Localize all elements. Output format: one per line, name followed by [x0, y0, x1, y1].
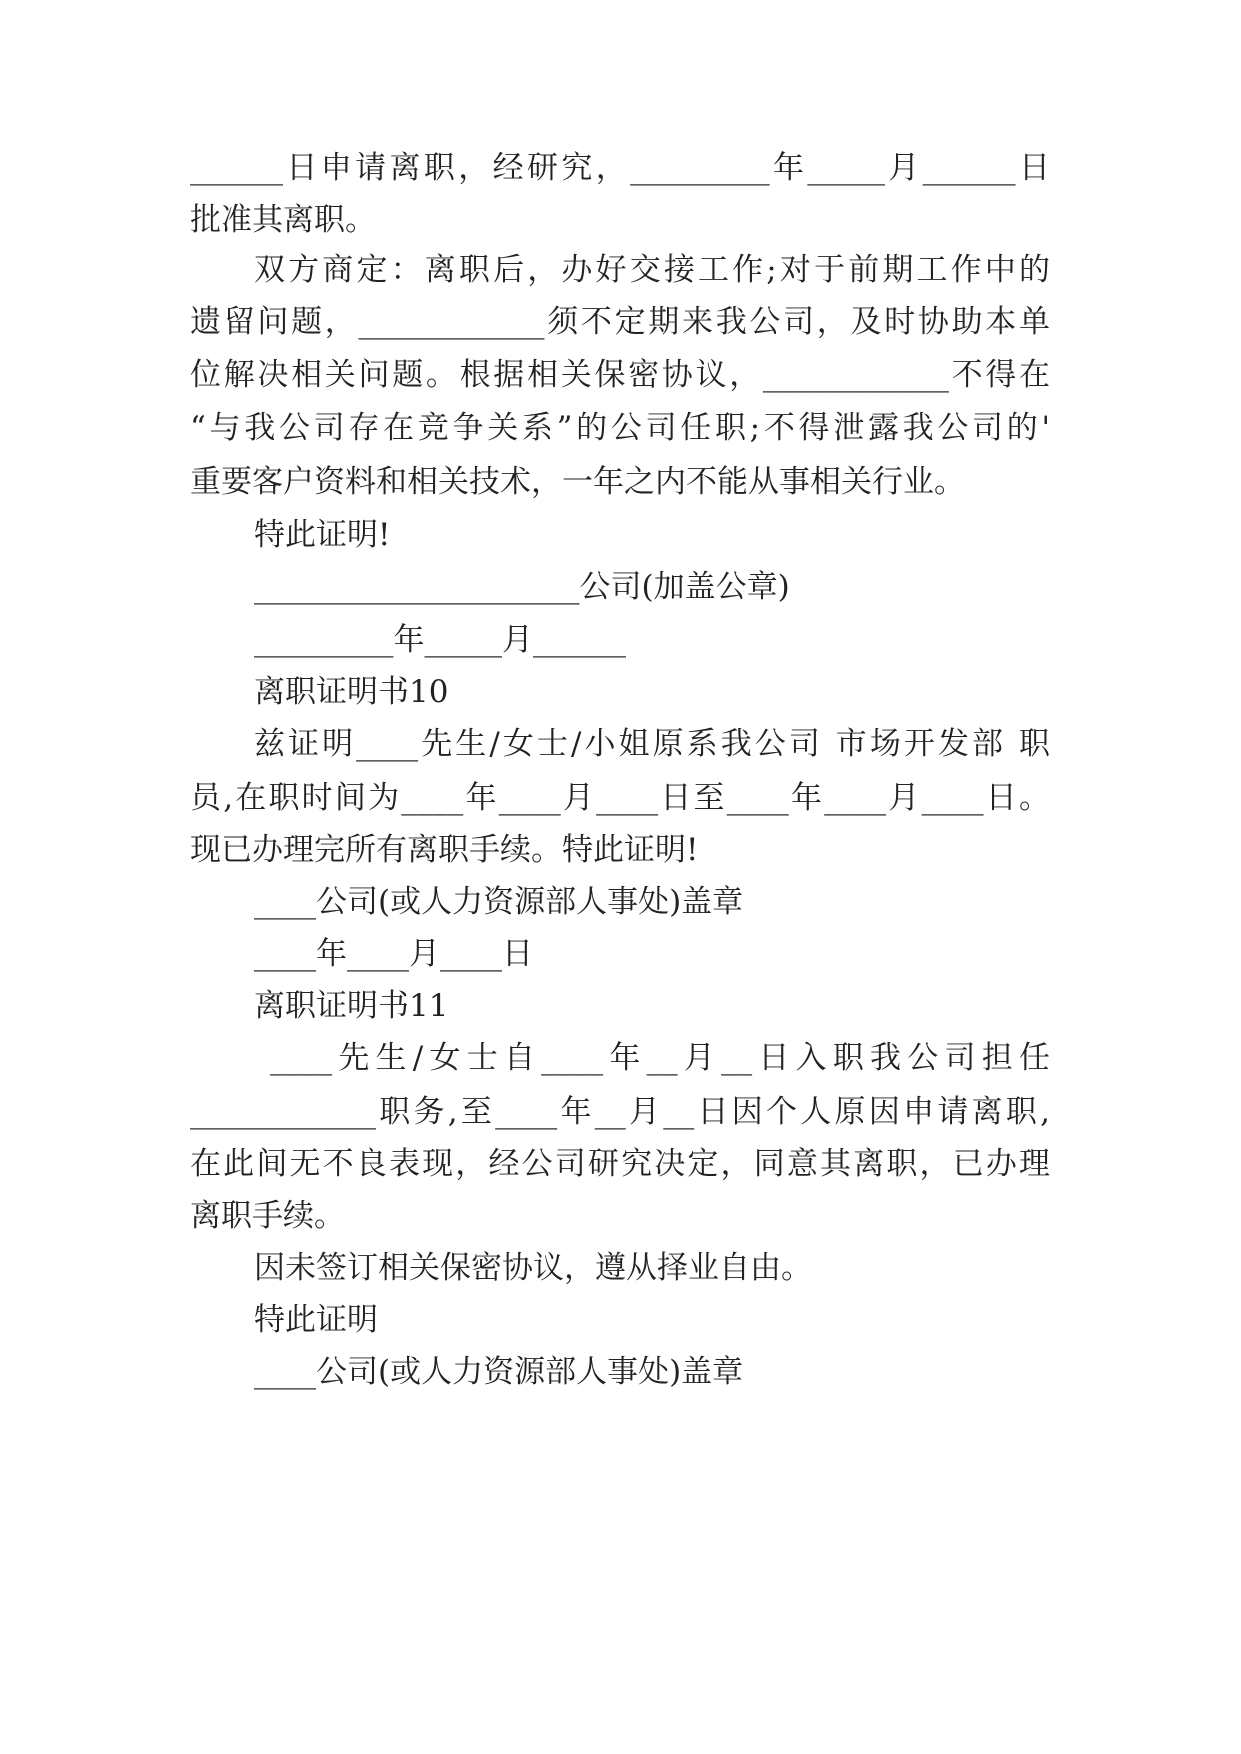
date-line: ____年____月____日 [254, 936, 533, 972]
paragraph-line: 离职手续。 [190, 1198, 345, 1234]
company-seal-line: ____公司(或人力资源部人事处)盖章 [254, 1354, 744, 1390]
paragraph-line: 兹证明____先生/女士/小姐原系我公司 市场开发部 职 [254, 726, 1050, 762]
section-title: 离职证明书11 [254, 988, 449, 1024]
closing-statement: 特此证明! [254, 517, 391, 553]
paragraph-line: 遗留问题，____________须不定期来我公司，及时协助本单 [190, 304, 1050, 340]
section-title: 离职证明书10 [254, 674, 449, 710]
paragraph-line: ______日申请离职，经研究，_________年_____月______日 [190, 150, 1050, 186]
closing-statement: 特此证明 [254, 1302, 378, 1338]
date-line: _________年_____月______ [254, 622, 626, 658]
paragraph-line: “与我公司存在竞争关系”的公司任职;不得泄露我公司的' [190, 410, 1050, 446]
paragraph-line: 现已办理完所有离职手续。特此证明! [190, 832, 699, 868]
paragraph-line: ____先生/女士自____年__月__日入职我公司担任 [254, 1040, 1050, 1076]
paragraph-line: 重要客户资料和相关技术，一年之内不能从事相关行业。 [190, 464, 965, 500]
paragraph-line: 在此间无不良表现，经公司研究决定，同意其离职，已办理 [190, 1146, 1050, 1182]
paragraph-line: 员,在职时间为____年____月____日至____年____月____日。 [190, 780, 1050, 816]
company-seal-line: ____公司(或人力资源部人事处)盖章 [254, 884, 744, 920]
paragraph-line: 位解决相关问题。根据相关保密协议，____________不得在 [190, 357, 1050, 393]
paragraph-line: 双方商定：离职后，办好交接工作;对于前期工作中的 [254, 252, 1050, 288]
paragraph-line: ____________职务,至____年__月__日因个人原因申请离职, [190, 1094, 1050, 1130]
company-seal-line: _____________________公司(加盖公章) [254, 569, 790, 605]
paragraph-line: 批准其离职。 [190, 202, 376, 238]
paragraph-line: 因未签订相关保密协议，遵从择业自由。 [254, 1250, 812, 1286]
